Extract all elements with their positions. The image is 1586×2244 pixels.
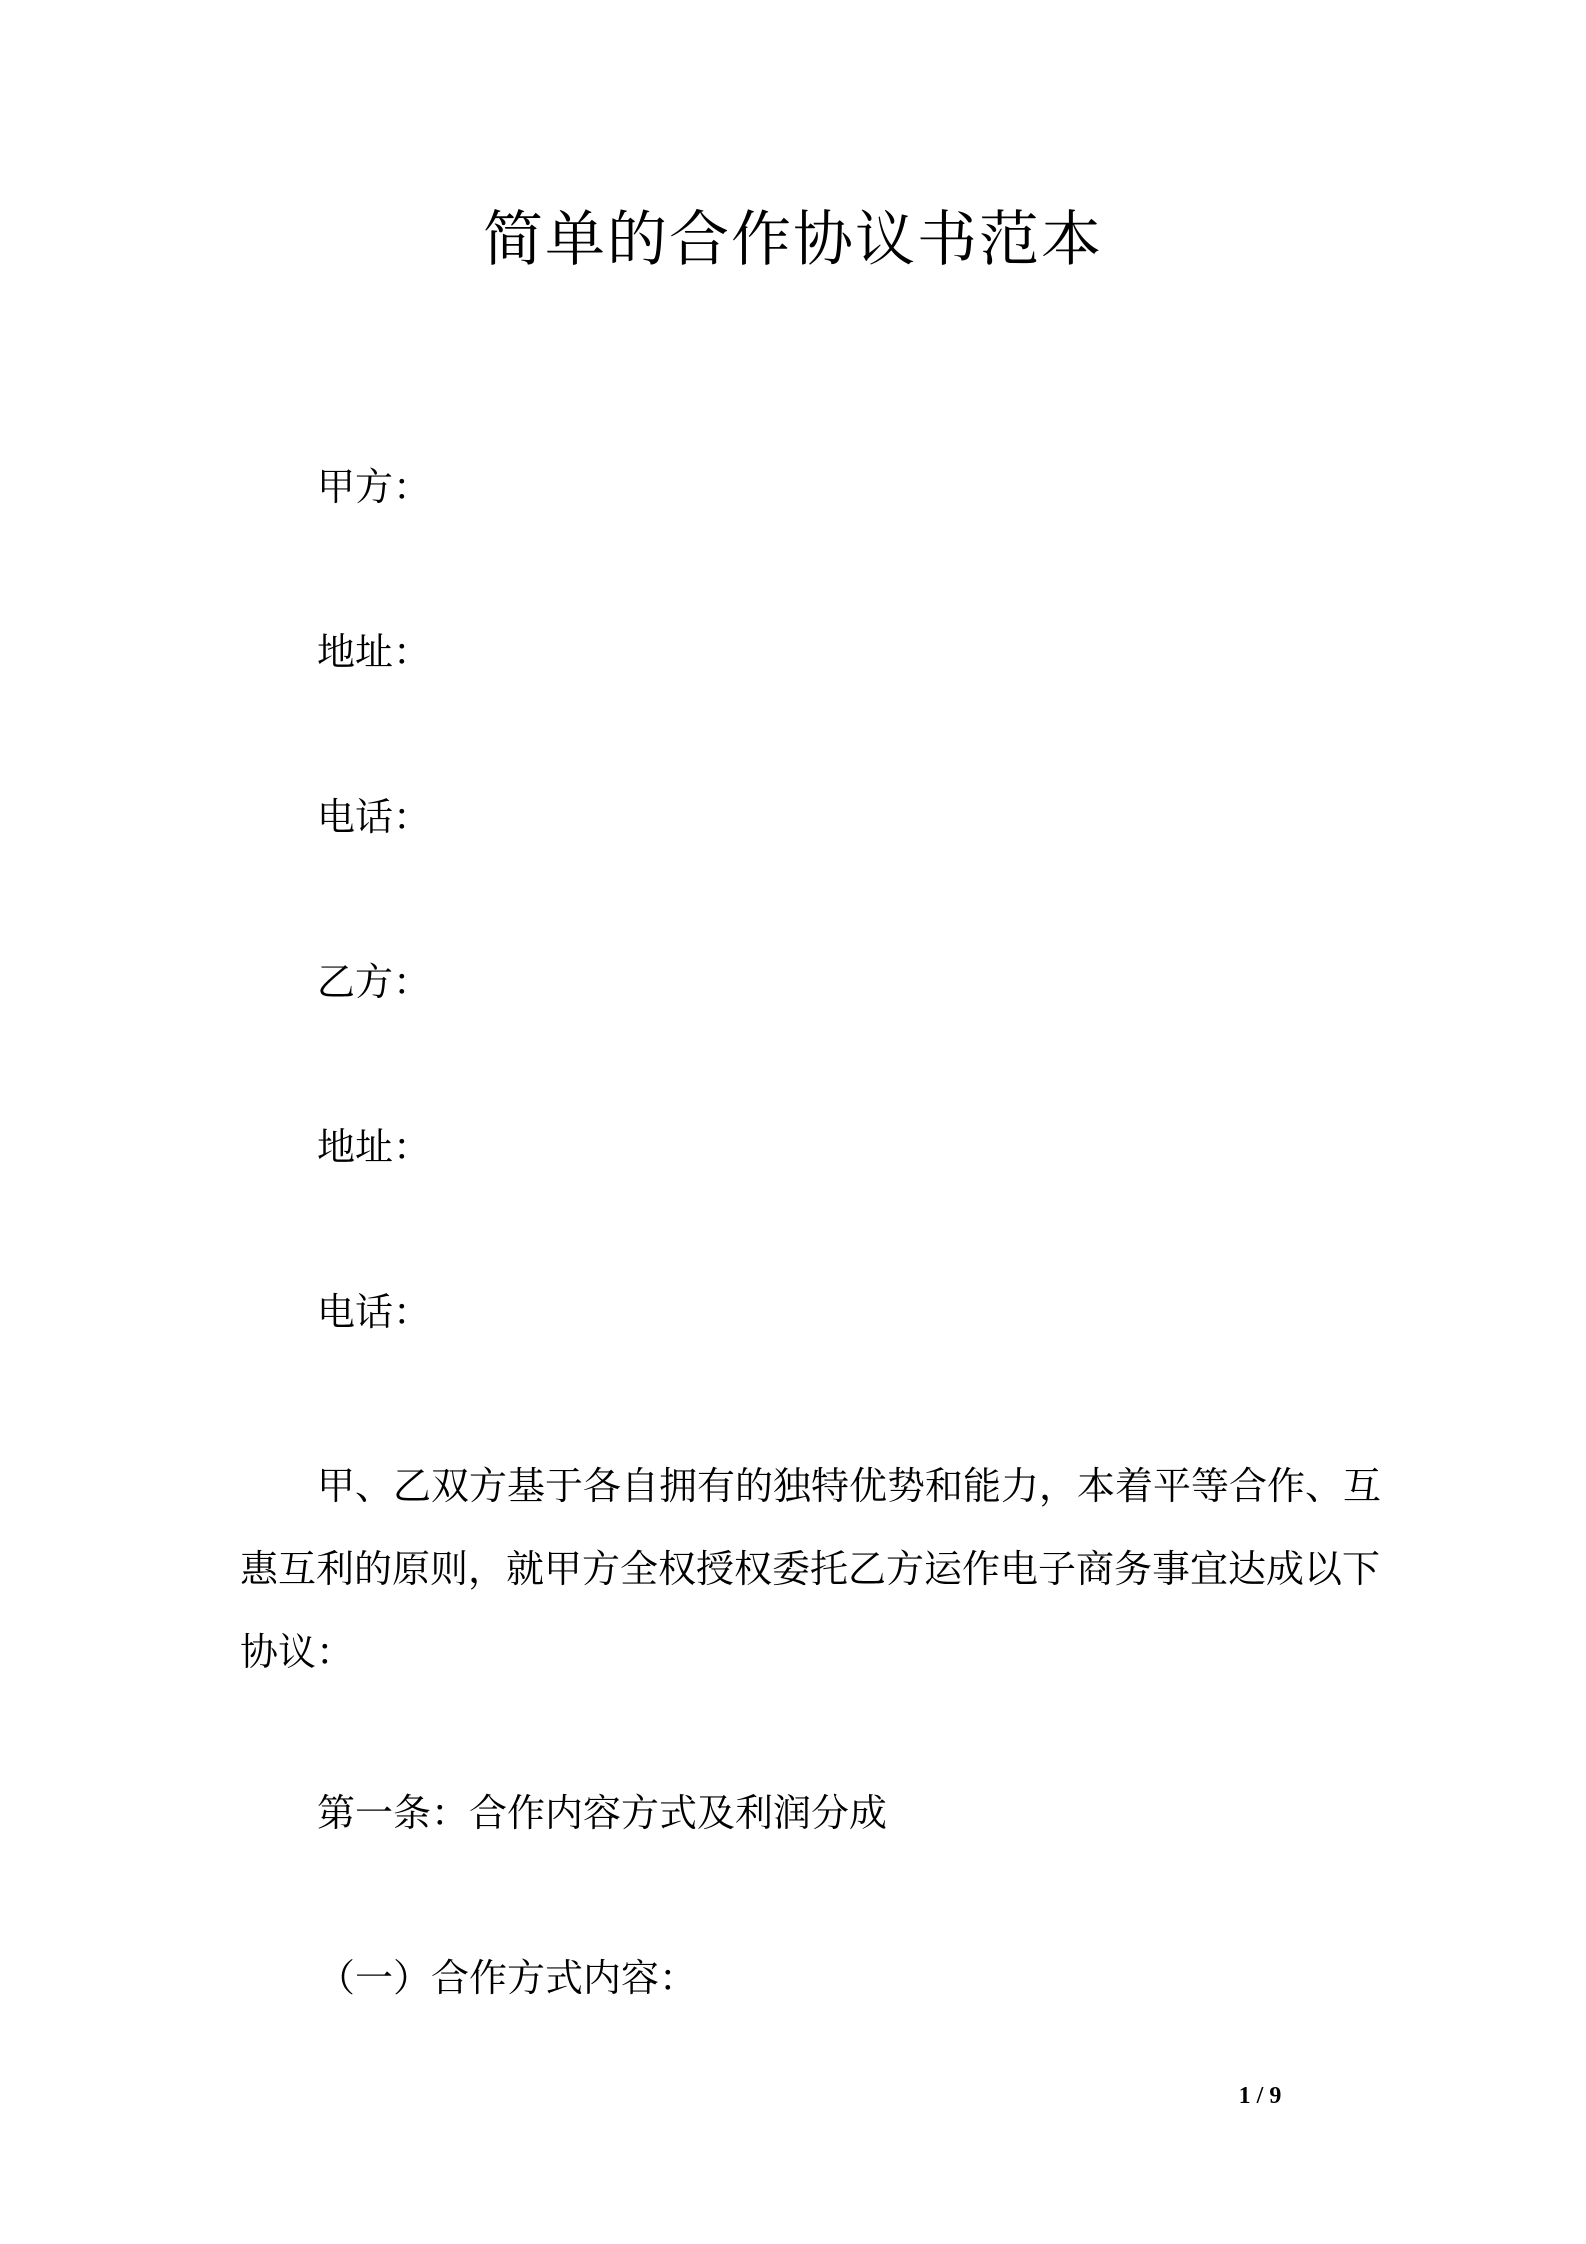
intro-paragraph-line: 惠互利的原则，就甲方全权授权委托乙方运作电子商务事宜达成以下 [240,1547,1381,1591]
subsection-1-heading: （一）合作方式内容： [317,1956,698,2000]
article-1-heading: 第一条：合作内容方式及利润分成 [317,1791,888,1835]
intro-paragraph [240,1445,1382,1694]
document-title: 简单的合作协议书范本 [483,205,1103,275]
party-a-address-label: 地址： [317,630,432,674]
page-number: 1 / 9 [1238,2083,1282,2109]
intro-paragraph-line: 甲、乙双方基于各自拥有的独特优势和能力，本着平等合作、互 [317,1464,1382,1508]
party-a-name-label: 甲方： [317,465,432,509]
party-b-phone-label: 电话： [317,1290,432,1334]
party-b-address-label: 地址： [317,1125,432,1169]
party-b-name-label: 乙方： [317,960,432,1004]
intro-paragraph-line: 协议： [240,1630,355,1674]
party-a-phone-label: 电话： [317,795,432,839]
